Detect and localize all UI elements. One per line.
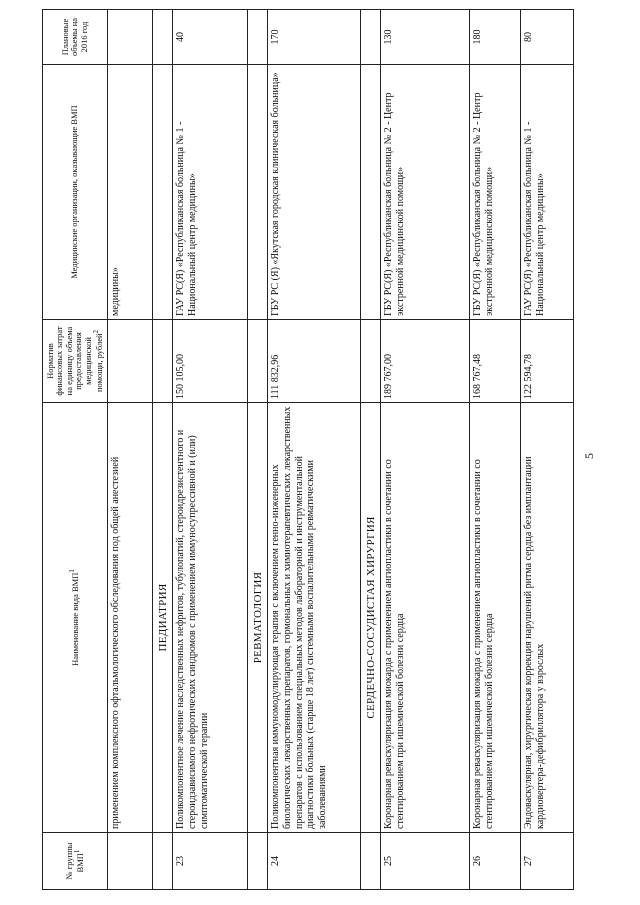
page-number: 5 <box>582 453 596 459</box>
row-num: 23 <box>172 833 247 890</box>
header-volume: Плановые объемы на 2016 год <box>43 10 108 65</box>
header-cost: Норматив финансовых затрат на единицу объема предоставления медицинской помощи, рублей$^2$ <box>43 320 108 403</box>
table-row <box>520 10 573 890</box>
row-cost: 150 105,00 <box>172 320 247 403</box>
vmp-table <box>42 9 574 890</box>
row-org: ГБУ РС(Я) «Республиканская больница № 2 - Центр экстренной медицинской помощи» <box>380 65 469 320</box>
row-name: Коронарная реваскуляризация миокарда с применением ангиопластики в сочетании со стентированием при ишемической болезни сердца <box>469 403 520 833</box>
table-row <box>380 10 469 890</box>
row-name: Поликомпонентное лечение наследственных нефритов, тубулопатий, стероидрезистентного и стероидзависимого нефротических синдромов с применением иммуносупрессивной и (или) симптоматической терапии <box>172 403 247 833</box>
row-cost: 111 832,96 <box>267 320 360 403</box>
row-volume: 180 <box>469 10 520 65</box>
cont-org: медицины» <box>108 65 153 320</box>
table-row <box>469 10 520 890</box>
table-header-row <box>43 10 108 890</box>
row-cost: 168 767,48 <box>469 320 520 403</box>
header-org: Медицинские организации, оказывающие ВМП <box>43 65 108 320</box>
table-row <box>267 10 360 890</box>
row-name: Коронарная реваскуляризация миокарда с применением ангиопластики в сочетании со стентированием при ишемической болезни сердца <box>380 403 469 833</box>
row-name: Эндоваскулярная, хирургическая коррекция нарушений ритма сердца без имплантации кардиовертера-дефибриллятора у взрослых <box>520 403 573 833</box>
section-title-rheumatology: РЕВМАТОЛОГИЯ <box>247 403 267 833</box>
row-num: 24 <box>267 833 360 890</box>
section-title-cardiovascular: СЕРДЕЧНО-СОСУДИСТАЯ ХИРУРГИЯ <box>360 403 380 833</box>
row-org: ГАУ РС(Я) «Республиканская больница № 1 - Национальный центр медицины» <box>520 65 573 320</box>
cont-name: применением комплексного офтальмологического обследования под общей анестезией <box>108 403 153 833</box>
row-org: ГБУ РС(Я) «Республиканская больница № 2 - Центр экстренной медицинской помощи» <box>469 65 520 320</box>
row-volume: 80 <box>520 10 573 65</box>
row-volume: 170 <box>267 10 360 65</box>
header-num: № группы ВМП$^1$ <box>43 833 108 890</box>
table-row-continued <box>108 10 153 890</box>
row-volume: 130 <box>380 10 469 65</box>
row-name: Поликомпонентная иммуномодулирующая терапия с включением генно-инженерных биологических лекарственных препаратов, гормональных и химиотерапевтических лекарственных препаратов с использованием специальных методов лабораторной и инструментальной диагностики больных (старше 18 лет) системными воспалительными ревматическими заболеваниями <box>267 403 360 833</box>
header-name: Наименование вида ВМП$^1$ <box>43 403 108 833</box>
row-num: 26 <box>469 833 520 890</box>
table-row <box>172 10 247 890</box>
row-volume: 40 <box>172 10 247 65</box>
row-num: 25 <box>380 833 469 890</box>
row-org: ГАУ РС(Я) «Республиканская больница № 1 - Национальный центр медицины» <box>172 65 247 320</box>
row-org: ГБУ РС (Я) «Якутская городская клиническая больница» <box>267 65 360 320</box>
row-cost: 189 767,00 <box>380 320 469 403</box>
section-row <box>153 10 173 890</box>
section-row <box>360 10 380 890</box>
row-num: 27 <box>520 833 573 890</box>
section-title-pediatrics: ПЕДИАТРИЯ <box>153 403 173 833</box>
section-row <box>247 10 267 890</box>
row-cost: 122 594,78 <box>520 320 573 403</box>
